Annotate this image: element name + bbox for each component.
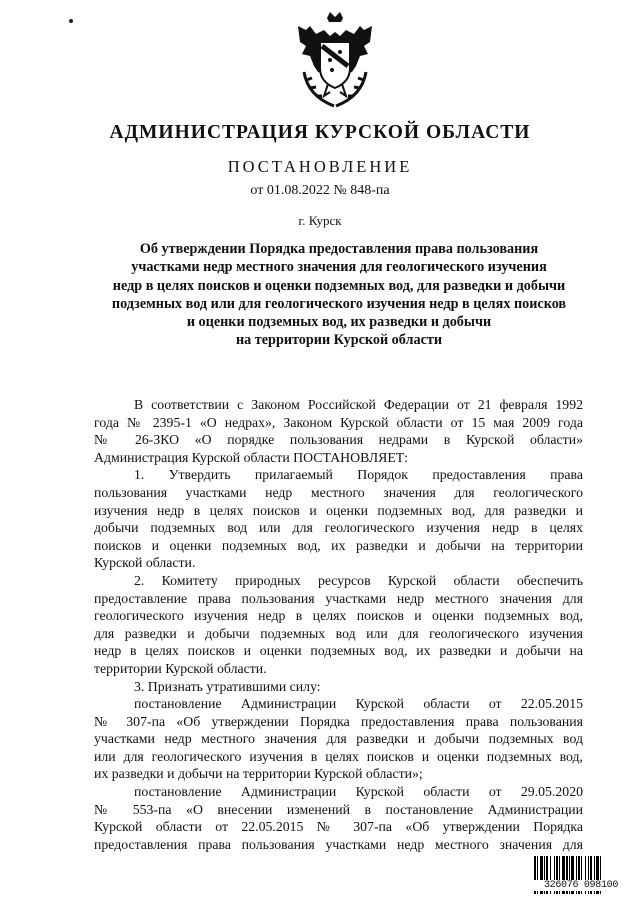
body-line: В соответствии с Законом Российской Федерации от 21 февраля 1992 (134, 397, 583, 412)
title-line: подземных вод или для геологического изучения недр в целях поисков (111, 295, 567, 312)
body-line: 3. Признать утратившими силу: (134, 678, 321, 694)
body-line: территории Курской области. (94, 660, 267, 676)
body-line: № 26-ЗКО «О порядке пользования недрами в Курской области» (94, 432, 583, 448)
body-line: пользования участками недр местного значения для геологического (94, 484, 583, 500)
body-line: № 553-па «О внесении изменений в постановление Администрации (94, 801, 583, 817)
barcode-number: 326076 098100 (531, 880, 631, 891)
body-line: предоставления права пользования участками недр местного значения для (94, 836, 583, 852)
body-line: их разведки и добычи на территории Курской области»; (94, 766, 423, 782)
document-type: ПОСТАНОВЛЕНИЕ (227, 157, 413, 176)
body-line: предоставление права пользования участками недр местного значения для (94, 590, 583, 606)
decree-body (94, 396, 583, 853)
scan-dot (69, 19, 73, 23)
body-line: геологического изучения недр в целях поисков и оценки подземных вод, (94, 608, 583, 624)
title-line: недр в целях поисков и оценки подземных вод, для разведки и добычи (112, 277, 566, 294)
body-line: участками недр местного значения для разведки и добычи подземных вод (94, 731, 583, 747)
body-line: для разведки и добычи подземных вод или для геологического изучения (94, 625, 583, 641)
body-line: недр в целях поисков и оценки подземных вод, их разведки и добычи на (94, 643, 583, 659)
body-line: изучения недр в целях поисков и оценки подземных вод, для разведки и (94, 502, 583, 518)
body-line: 1. Утвердить прилагаемый Порядок предоставления права (134, 467, 583, 483)
organization-title: АДМИНИСТРАЦИЯ КУРСКОЙ ОБЛАСТИ (109, 122, 531, 143)
body-line: 2. Комитету природных ресурсов Курской области обеспечить (134, 572, 583, 588)
document-number: от 01.08.2022 № 848-па (250, 183, 390, 198)
body-line: постановление Администрации Курской области от 29.05.2020 (134, 784, 583, 800)
body-line: Курской области. (94, 555, 196, 571)
body-line: Курской области от 22.05.2015 № 307-па «Об утверждении Порядка (94, 819, 583, 835)
title-line: на территории Курской области (235, 332, 443, 349)
title-line: участками недр местного значения для геологического изучения (131, 259, 547, 276)
body-line: добычи подземных вод или для геологического изучения недр в целях (94, 520, 583, 536)
body-line: года № 2395-1 «О недрах», Законом Курской области от 15 мая 2009 года (94, 414, 583, 430)
body-line: поисков и оценки подземных вод, их разведки и добычи на территории (94, 537, 583, 553)
body-line: Администрация Курской области ПОСТАНОВЛЯЕТ: (94, 449, 409, 465)
title-line: и оценки подземных вод, их разведки и добычи (186, 314, 492, 331)
title-line: Об утверждении Порядка предоставления права пользования (139, 241, 539, 257)
decree-title (92, 240, 586, 350)
body-line: или для геологического изучения в целях поисков и оценки подземных вод, (94, 748, 583, 764)
city-line: г. Курск (298, 213, 342, 228)
kursk-coat-of-arms-icon (294, 12, 376, 112)
body-line: № 307-па «Об утверждении Порядка предоставления права пользования (94, 713, 583, 729)
body-line: постановление Администрации Курской области от 22.05.2015 (134, 696, 583, 712)
